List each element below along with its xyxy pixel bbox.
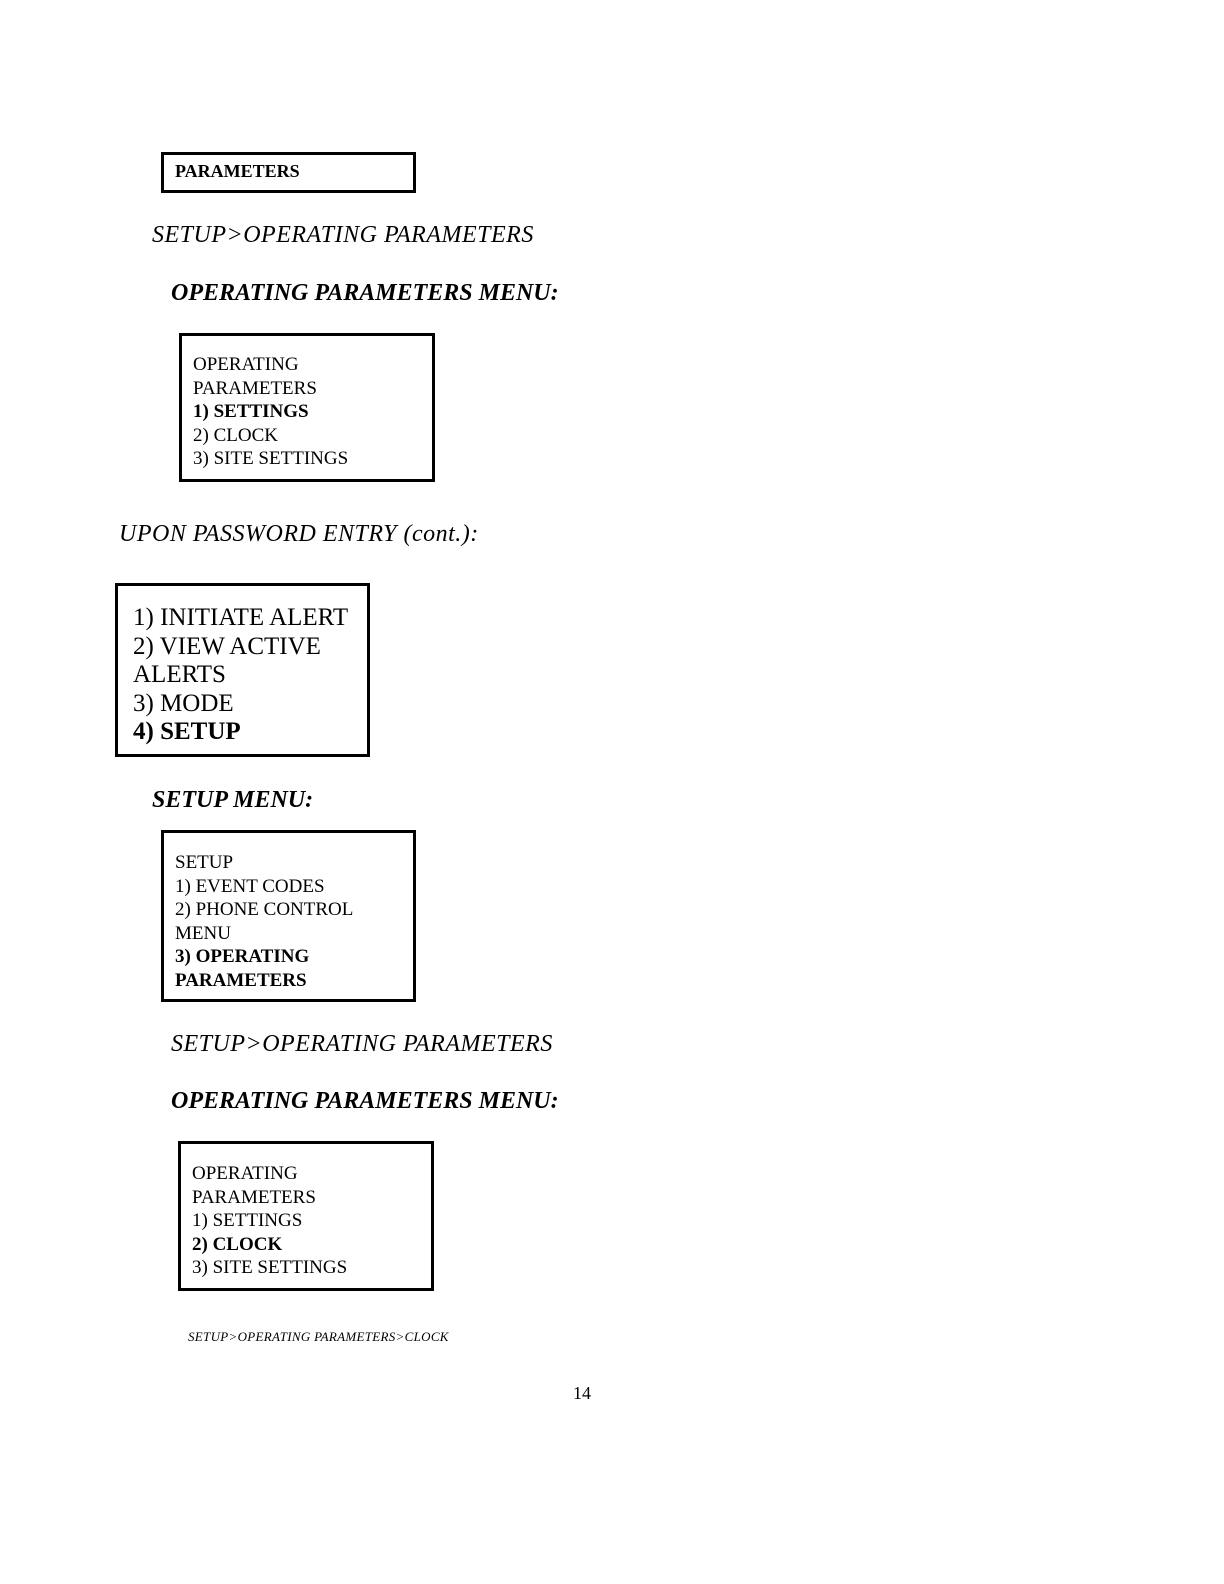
breadcrumb-path-1: SETUP>OPERATING PARAMETERS — [152, 222, 534, 248]
menu-item-operating-selected-cont: PARAMETERS — [175, 969, 307, 991]
menu-item-site-settings: 3) SITE SETTINGS — [192, 1257, 348, 1278]
menu-item-clock: 2) CLOCK — [193, 424, 278, 446]
parameters-title-box — [161, 152, 416, 193]
menu-line: SETUP — [175, 852, 234, 873]
menu-item-setup-selected: 4) SETUP — [133, 718, 241, 745]
operating-parameters-menu-box-2 — [178, 1141, 434, 1291]
menu-item-settings: 1) SETTINGS — [192, 1210, 303, 1231]
menu-item-operating-selected: 3) OPERATING — [175, 946, 310, 967]
breadcrumb-path-2: SETUP>OPERATING PARAMETERS — [171, 1031, 553, 1057]
menu-line: OPERATING — [192, 1163, 298, 1184]
menu-item-view-active: 2) VIEW ACTIVE — [133, 632, 321, 660]
menu-item-mode: 3) MODE — [133, 689, 234, 717]
menu-item-view-active-cont: ALERTS — [133, 661, 226, 688]
menu-item-settings-selected: 1) SETTINGS — [193, 401, 309, 422]
menu-line: PARAMETERS — [193, 377, 317, 399]
breadcrumb-path-3: SETUP>OPERATING PARAMETERS>CLOCK — [188, 1329, 449, 1344]
menu-line: OPERATING — [193, 354, 299, 375]
parameters-title-label: PARAMETERS — [175, 161, 300, 181]
page-number: 14 — [573, 1383, 591, 1403]
password-entry-note: UPON PASSWORD ENTRY (cont.): — [119, 521, 479, 547]
operating-parameters-menu-heading-2: OPERATING PARAMETERS MENU: — [171, 1088, 559, 1114]
menu-item-clock-selected: 2) CLOCK — [192, 1233, 283, 1255]
menu-item-event-codes: 1) EVENT CODES — [175, 875, 325, 897]
operating-parameters-menu-heading-1: OPERATING PARAMETERS MENU: — [171, 280, 559, 306]
menu-item-initiate-alert: 1) INITIATE ALERT — [133, 604, 349, 631]
menu-item-site-settings: 3) SITE SETTINGS — [193, 448, 349, 469]
setup-menu-heading: SETUP MENU: — [152, 787, 314, 813]
operating-parameters-menu-box-1 — [179, 333, 435, 482]
menu-item-phone-control-cont: MENU — [175, 922, 231, 944]
menu-line: PARAMETERS — [192, 1186, 316, 1208]
menu-item-phone-control: 2) PHONE CONTROL — [175, 899, 354, 920]
setup-menu-box — [161, 830, 416, 1002]
main-menu-box — [115, 583, 370, 757]
